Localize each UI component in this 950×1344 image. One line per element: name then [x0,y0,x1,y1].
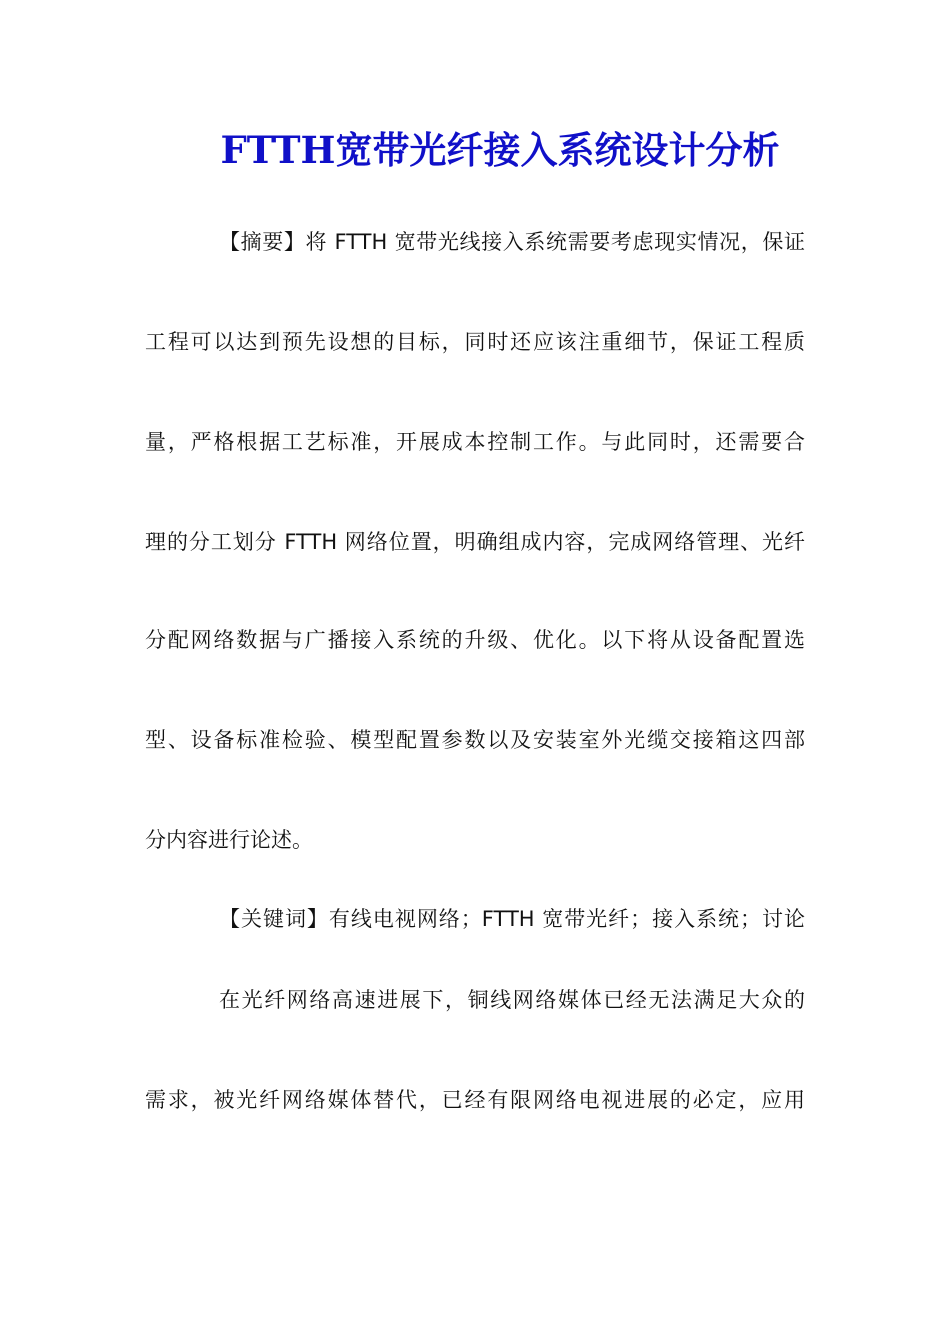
document-title: FTTH宽带光纤接入系统设计分析 [220,128,780,172]
abstract-line-4: 理的分工划分 FTTH 网络位置，明确组成内容，完成网络管理、光纤 [145,530,805,554]
abstract-line-1: 【摘要】将 FTTH 宽带光线接入系统需要考虑现实情况，保证 [219,230,805,254]
body-line-2: 需求，被光纤网络媒体替代，已经有限网络电视进展的必定，应用 [145,1088,805,1112]
abstract-line-5: 分配网络数据与广播接入系统的升级、优化。以下将从设备配置选 [145,628,805,652]
abstract-line-3: 量，严格根据工艺标准，开展成本控制工作。与此同时，还需要合 [145,430,805,454]
abstract-line-2: 工程可以达到预先设想的目标，同时还应该注重细节，保证工程质 [145,330,805,354]
keywords-line: 【关键词】有线电视网络；FTTH 宽带光纤；接入系统；讨论 [219,907,805,931]
abstract-line-6: 型、设备标准检验、模型配置参数以及安装室外光缆交接箱这四部 [145,728,805,752]
abstract-line-7: 分内容进行论述。 [145,828,313,852]
body-line-1: 在光纤网络高速进展下，铜线网络媒体已经无法满足大众的 [219,988,805,1012]
